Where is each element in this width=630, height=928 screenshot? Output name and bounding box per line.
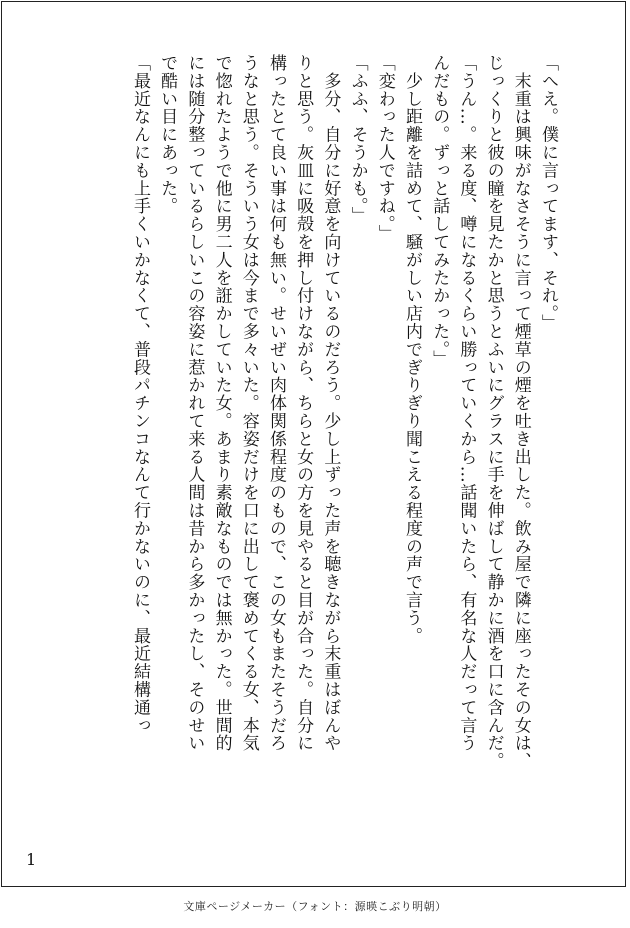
vertical-text-body (126, 54, 561, 838)
text-line: うなと思う。そういう女は今まで多々いた。容姿だけを口に出して褒めてくる女、本気 (238, 54, 259, 753)
text-line: で酷い目にあった。 (157, 54, 178, 216)
text-line: には随分整っているらしいこの容姿に惹かれて来る人間は昔から多かったし、そのせい (184, 54, 205, 753)
text-line: 少し距離を詰めて、騒がしい店内でぎりぎり聞こえる程度の声で言う。 (401, 54, 422, 645)
page-number: 1 (26, 850, 37, 869)
text-line: 末重は興味がなさそうに言って煙草の煙を吐き出した。飲み屋で隣に座ったその女は、 (510, 54, 531, 770)
footer-credit: 文庫ページメーカー（フォント：源暎こぶり明朝） (183, 900, 447, 913)
text-line: で惚れたようで他に男二人を誑かしていた女。あまり素敵なものでは無かった。世間的 (211, 54, 232, 753)
text-line: 「ふふ、そうかも。」 (347, 54, 368, 225)
text-line: 多分、自分に好意を向けているのだろう。少し上ずった声を聴きながら末重はぼんや (320, 54, 341, 753)
text-line: 「最近なんにも上手くいかなくて、普段パチンコなんて行かないのに、最近結構通っ (129, 54, 150, 735)
text-line: 「うん…。来る度、噂になるくらい勝っていくから…話聞いたら、有名な人だって言う (456, 54, 477, 753)
text-line: じっくりと彼の瞳を見たかと思うとふいにグラスに手を伸ばして静かに酒を口に含んだ。 (483, 54, 504, 770)
text-line: んだもの。ずっと話してみたかった。」 (429, 54, 450, 368)
text-line: 「へえ。僕に言ってます、それ。」 (538, 54, 558, 332)
text-line: りと思う。灰皿に吸殻を押し付けながら、ちらと女の方を見やると目が合った。自分に (293, 54, 314, 753)
manuscript-page (1, 1, 626, 887)
text-line: 構ったとて良い事は何も無い。せいぜい肉体関係程度のもので、この女もまたそうだろ (265, 54, 286, 753)
text-line: 「変わった人ですね。」 (374, 54, 395, 243)
